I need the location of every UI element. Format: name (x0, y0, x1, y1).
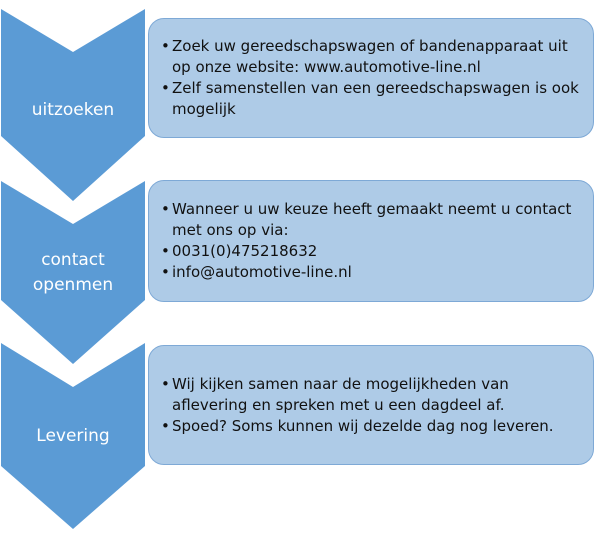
step-2-bullet-2: • 0031(0)475218632 (161, 242, 318, 260)
step-3-bullet-1: • Wij kijken samen naar de mogelijkheden van aflevering en spreken met u een dagdeel af. (161, 374, 509, 414)
step-1-box (148, 18, 594, 138)
step-2-box (148, 180, 594, 302)
step-2-label (0, 248, 146, 298)
step-2-bullet-list (161, 199, 583, 283)
step-1-bullet-2: • Zelf samenstellen van een gereedschapswagen is ook mogelijk (161, 79, 579, 118)
step-3-label (0, 424, 146, 449)
step-1-label (0, 98, 146, 123)
step-3-bullet-2: • Spoed? Soms kunnen wij dezelde dag nog leveren. (161, 416, 554, 435)
step-3-label-line: Levering (36, 426, 110, 446)
step-2-label-line-2: openmen (32, 275, 114, 295)
step-3-bullet-list (161, 374, 583, 437)
step-1-bullet-1: • Zoek uw gereedschapswagen of bandenapparaat uit op onze website: www.automotive-line.nl (161, 37, 568, 76)
step-3-box (148, 345, 594, 465)
step-2-bullet-3: • info@automotive-line.nl (161, 263, 352, 281)
step-2-label-line-1: contact (41, 250, 105, 270)
step-1-bullet-list (161, 36, 583, 120)
step-2-bullet-1: • Wanneer u uw keuze heeft gemaakt neemt u contact met ons op via: (161, 200, 572, 239)
step-1-label-line: uitzoeken (31, 100, 115, 120)
